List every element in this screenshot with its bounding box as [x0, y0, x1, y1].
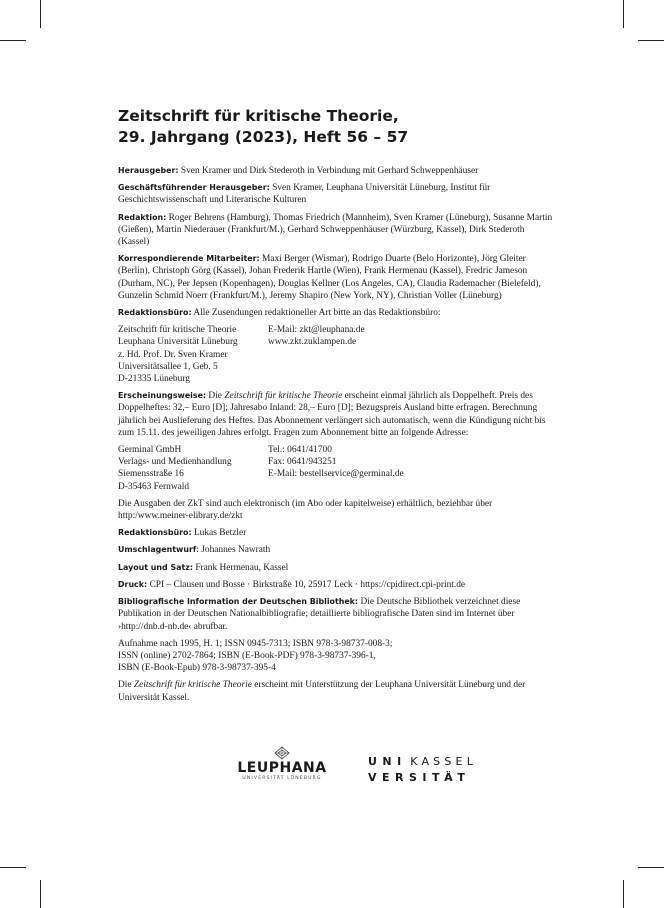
crop-mark — [638, 40, 664, 41]
address-line: Leuphana Universität Lüneburg — [118, 337, 238, 348]
uni-kassel-logo — [368, 754, 477, 786]
editorial-address — [118, 324, 558, 385]
uni-kassel-versitaet: VERSITÄT — [368, 771, 471, 784]
layout-paragraph — [118, 562, 558, 574]
title-line-1: Zeitschrift für kritische Theorie, — [118, 107, 399, 125]
herausgeber-paragraph — [118, 165, 558, 177]
uni-kassel-uni: UNI — [368, 755, 407, 768]
title-line-2: 29. Jahrgang (2023), Heft 56 – 57 — [118, 128, 409, 146]
crop-mark — [40, 0, 41, 28]
redaktion-text: Roger Behrens (Hamburg), Thomas Friedrich (Mannheim), Sven Kramer (Lüneburg), Susanne Martin (Gießen), Martin Niederauer (Frankfurt/M.), Gerhard Schweppenhäuser (Würzburg, Kassel), Dirk Stederoth (Kassel) — [118, 212, 553, 248]
uni-kassel-kassel: KASSEL — [410, 755, 478, 768]
isbn-line: ISBN (E-Book-Epub) 978-3-98737-395-4 — [118, 663, 276, 674]
leuphana-subtitle: UNIVERSITÄT LÜNEBURG — [242, 776, 322, 781]
druck-paragraph — [118, 579, 558, 591]
mitarbeiter-text: Maxi Berger (Wismar), Rodrigo Duarte (Belo Horizonte), Jörg Gleiter (Berlin), Christoph Görg (Kassel), Johan Frederik Hartle (Wien), Frank Hermenau (Kassel), Fredric Jameson (Durham, NC), Per Jepsen (Kopenhagen), Douglas Kellner (Los Angeles, CA), Claudia Rademacher (Bielefeld), Gunzelin Schmid Noerr (Frankfurt/M.), Jeremy Shapiro (New York, NY), Christian Voller (Lüneburg) — [118, 254, 541, 301]
redaktionsbuero-paragraph — [118, 307, 558, 319]
address-line: D-21335 Lüneburg — [118, 374, 190, 385]
geschaeftsfuehrender-text: Sven Kramer, Leuphana Universität Lüneburg, Institut für Geschichtswissenschaft und Literarische Kulturen — [118, 183, 491, 206]
fax-text: Fax: 0641/943251 — [268, 457, 337, 468]
address-line: Germinal GmbH — [118, 445, 182, 456]
logo-row — [0, 746, 664, 786]
isbn-line: ISSN (online) 2702-7864; ISBN (E-Book-PDF) 978-3-98737-396-1, — [118, 650, 376, 661]
redaktionsbuero2-text: Lukas Betzler — [191, 528, 247, 539]
mitarbeiter-label: Korrespondierende Mitarbeiter: — [118, 254, 260, 264]
text-fragment: Die — [118, 680, 134, 691]
erscheinungsweise-text: erscheint einmal jährlich als Doppelheft. Preis des Doppelheftes: 32,– Euro [D]; Jahresabo Inland: 28,– Euro [D]; Bezugspreis Ausland bitte erfragen. Berechnung jährlich bei Auslieferung des Heftes. Das Abonnement verlängert sich automatisch, wenn die Kündigung nicht bis zum 15.11. des jeweiligen Jahres erfolgt. Fragen zum Abonnement bitte an folgende Adresse: — [118, 391, 546, 438]
page-title — [118, 106, 558, 148]
redaktionsbuero-text: Alle Zusendungen redaktioneller Art bitte an das Redaktionsbüro: — [191, 308, 441, 319]
crop-mark — [0, 867, 26, 868]
leuphana-emblem-icon — [274, 746, 290, 760]
erscheinungsweise-label: Erscheinungsweise: — [118, 391, 207, 401]
phone-text: Tel.: 0641/41700 — [268, 445, 332, 456]
address-line: z. Hd. Prof. Dr. Sven Kramer — [118, 349, 228, 360]
herausgeber-text: Sven Kramer und Dirk Stederoth in Verbindung mit Gerhard Schweppenhäuser — [178, 166, 479, 176]
subscription-address — [118, 444, 558, 493]
support-paragraph — [118, 679, 558, 703]
geschaeftsfuehrender-paragraph — [118, 182, 558, 206]
druck-text: CPI – Clausen und Bosse · Birkstraße 10, 25917 Leck · https://cpidirect.cpi-print.de — [147, 579, 466, 590]
address-line: Zeitschrift für kritische Theorie — [118, 325, 237, 336]
redaktionsbuero2-label: Redaktionsbüro: — [118, 528, 192, 538]
bibliografische-text: Die Deutsche Bibliothek verzeichnet diese Publikation in der Deutschen Nationalbibliografie; detaillierte bibliografische Daten sind im Internet über ›http://dnb.d-nb.de‹ abrufbar. — [118, 597, 521, 632]
leuphana-logo — [226, 746, 338, 781]
text-fragment: Die — [206, 391, 225, 402]
redaktionsbuero-label: Redaktionsbüro: — [118, 308, 192, 318]
email-text: E-Mail: bestellservice@germinal.de — [268, 469, 404, 480]
redaktionsbuero2-paragraph — [118, 527, 558, 539]
herausgeber-label: Herausgeber: — [118, 166, 179, 175]
redaktion-paragraph — [118, 212, 558, 249]
redaktion-label: Redaktion: — [118, 212, 167, 222]
website-text: www.zkt.zuklampen.de — [268, 337, 357, 348]
bibliografische-label: Bibliografische Information der Deutschen Bibliothek: — [118, 597, 359, 607]
imprint — [118, 106, 558, 709]
crop-mark — [0, 40, 26, 41]
isbn-block — [118, 638, 558, 675]
isbn-line: Aufnahme nach 1995, H. 1; ISSN 0945-7313; ISBN 978-3-98737-008-3; — [118, 638, 393, 649]
erscheinungsweise-paragraph — [118, 390, 558, 439]
bibliografische-paragraph — [118, 596, 558, 633]
address-line: Verlags- und Medienhandlung — [118, 457, 232, 468]
geschaeftsfuehrender-label: Geschäftsführender Herausgeber: — [118, 183, 270, 193]
email-text: E-Mail: zkt@leuphana.de — [268, 325, 365, 336]
journal-title-italic: Zeitschrift für kritische Theorie — [133, 680, 252, 691]
address-line: D-35463 Fernwald — [118, 481, 190, 492]
address-line: Siemensstraße 16 — [118, 469, 184, 480]
layout-text: Frank Hermenau, Kassel — [192, 562, 289, 573]
electronic-paragraph: Die Ausgaben der ZkT sind auch elektronisch (im Abo oder kapitelweise) erhältlich, beziehbar über http:/www.meiner-elibrary.de/zkt — [118, 498, 493, 522]
crop-mark — [40, 880, 41, 908]
leuphana-wordmark: LEUPHANA — [237, 760, 327, 776]
journal-title-italic: Zeitschrift für kritische Theorie — [224, 391, 343, 402]
crop-mark — [623, 0, 624, 28]
crop-mark — [638, 867, 664, 868]
druck-label: Druck: — [118, 579, 148, 589]
crop-mark — [623, 880, 624, 908]
layout-label: Layout und Satz: — [118, 562, 193, 572]
support-text: erscheint mit Unterstützung der Leuphana Universität Lüneburg und der Universität Kassel. — [118, 680, 526, 703]
umschlag-text: : Johannes Nawrath — [196, 545, 271, 556]
address-line: Universitätsallee 1, Geb. 5 — [118, 361, 218, 372]
umschlag-label: Umschlagentwurf — [118, 545, 197, 555]
mitarbeiter-paragraph — [118, 253, 558, 302]
umschlag-paragraph — [118, 544, 558, 556]
